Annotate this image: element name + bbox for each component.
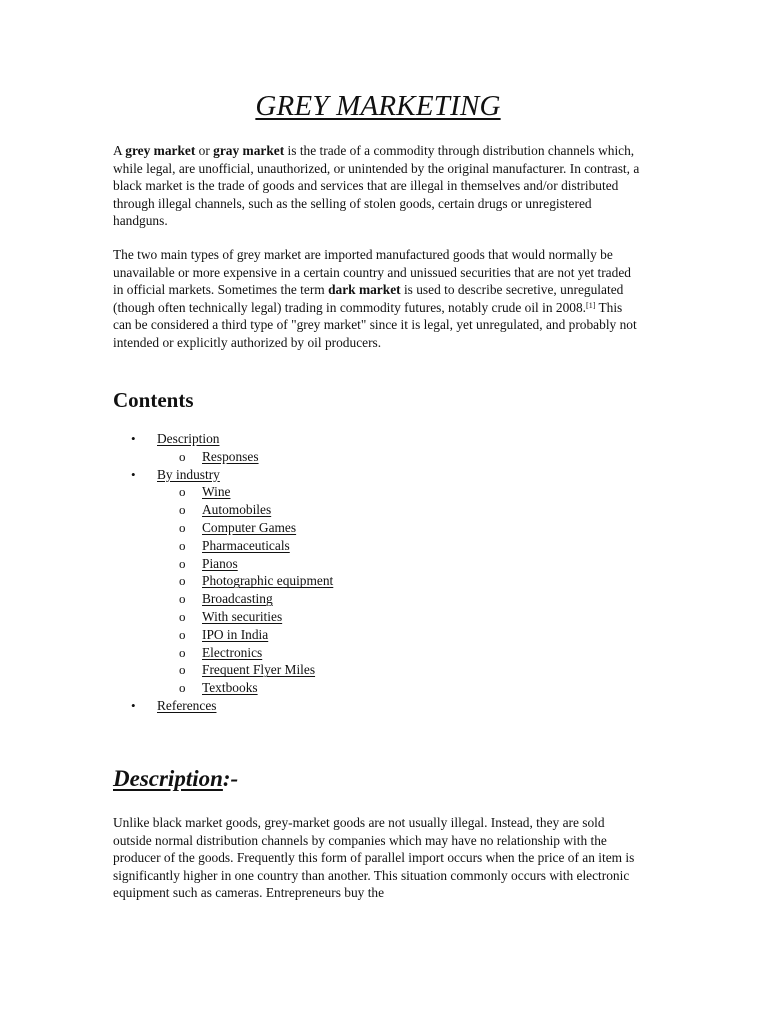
sub-bullet-marker: o [179, 662, 186, 678]
toc-link[interactable]: Pharmaceuticals [202, 537, 290, 553]
toc-link[interactable]: Pianos [202, 555, 238, 571]
term-gray-market: gray market [213, 143, 285, 158]
intro-paragraph-1 [113, 142, 643, 230]
description-heading-text: Description [113, 766, 223, 791]
p2-text-3: This can be considered a third type of "grey market" since it is legal, yet unregulated, and probably not intended or explicitly authorized by oil producers. [113, 299, 637, 350]
sub-bullet-marker: o [179, 502, 186, 518]
toc-link[interactable]: Automobiles [202, 502, 272, 518]
sub-bullet-marker: o [179, 609, 186, 624]
sub-bullet-marker: o [179, 591, 186, 607]
term-dark-market: dark market [328, 282, 401, 298]
bullet-marker: • [131, 698, 136, 713]
sub-bullet-marker: o [179, 680, 186, 696]
term-grey-market: grey market [125, 143, 196, 158]
sub-bullet-marker: o [179, 537, 186, 553]
bullet-marker: • [131, 466, 136, 482]
description-heading [113, 766, 238, 792]
sub-bullet-marker: o [179, 626, 186, 642]
toc-link[interactable]: Broadcasting [202, 591, 273, 607]
description-paragraph: Unlike black market goods, grey-market goods are not usually illegal. Instead, they are sold outside normal distribution channels by companies which may have no relationship with the producer of the goods. Frequently this form of parallel import occurs when the price of an item is significantly higher in one country than another. This situation commonly occurs with electronic equipment such as cameras. Entrepreneurs buy the [113, 815, 635, 901]
toc-link[interactable]: Frequent Flyer Miles [202, 662, 316, 678]
contents-heading: Contents [113, 388, 194, 412]
intro-paragraph-2 [113, 246, 643, 352]
sub-bullet-marker: o [179, 573, 186, 589]
toc-link[interactable]: With securities [202, 609, 283, 624]
sub-bullet-marker: o [179, 644, 186, 660]
toc-link[interactable]: Electronics [202, 644, 263, 660]
toc-link[interactable]: Computer Games [202, 520, 297, 535]
toc-link[interactable]: IPO in India [202, 626, 269, 642]
sub-bullet-marker: o [179, 520, 186, 535]
toc-link[interactable]: References [157, 698, 217, 713]
toc-link[interactable]: By industry [157, 466, 220, 482]
bullet-marker: • [131, 431, 136, 446]
sub-bullet-marker: o [179, 484, 186, 500]
sub-bullet-marker: o [179, 448, 186, 464]
toc-link[interactable]: Responses [202, 448, 259, 464]
sub-bullet-marker: o [179, 555, 186, 571]
p2-text-1: The two main types of grey market are imported manufactured goods that would normally be unavailable or more expensive in a certain country and unissued securities that are not yet traded in official markets. Sometimes the term [113, 247, 631, 298]
toc-link[interactable]: Photographic equipment [202, 573, 334, 589]
toc-link[interactable]: Description [157, 431, 220, 446]
p1-text-2: or [195, 143, 214, 158]
toc-link[interactable]: Wine [202, 484, 231, 500]
document-title: GREY MARKETING [255, 90, 501, 122]
p1-text-3: is the trade of a commodity through distribution channels which, while legal, are unofficial, unauthorized, or unintended by the original manufacturer. In contrast, a black market is the trade of goods and services that are illegal in themselves and/or distributed through illegal channels, such as the selling of stolen goods, certain drugs or unregistered handguns. [113, 143, 640, 229]
toc-link[interactable]: Textbooks [202, 680, 258, 696]
footnote-reference-1[interactable]: [1] [586, 300, 596, 310]
description-heading-suffix: :- [222, 766, 239, 791]
p1-text-1: A [113, 143, 126, 158]
p2-text-2: is used to describe secretive, unregulated (though often technically legal) trading in commodity futures, notably crude oil in 2008. [113, 282, 624, 315]
